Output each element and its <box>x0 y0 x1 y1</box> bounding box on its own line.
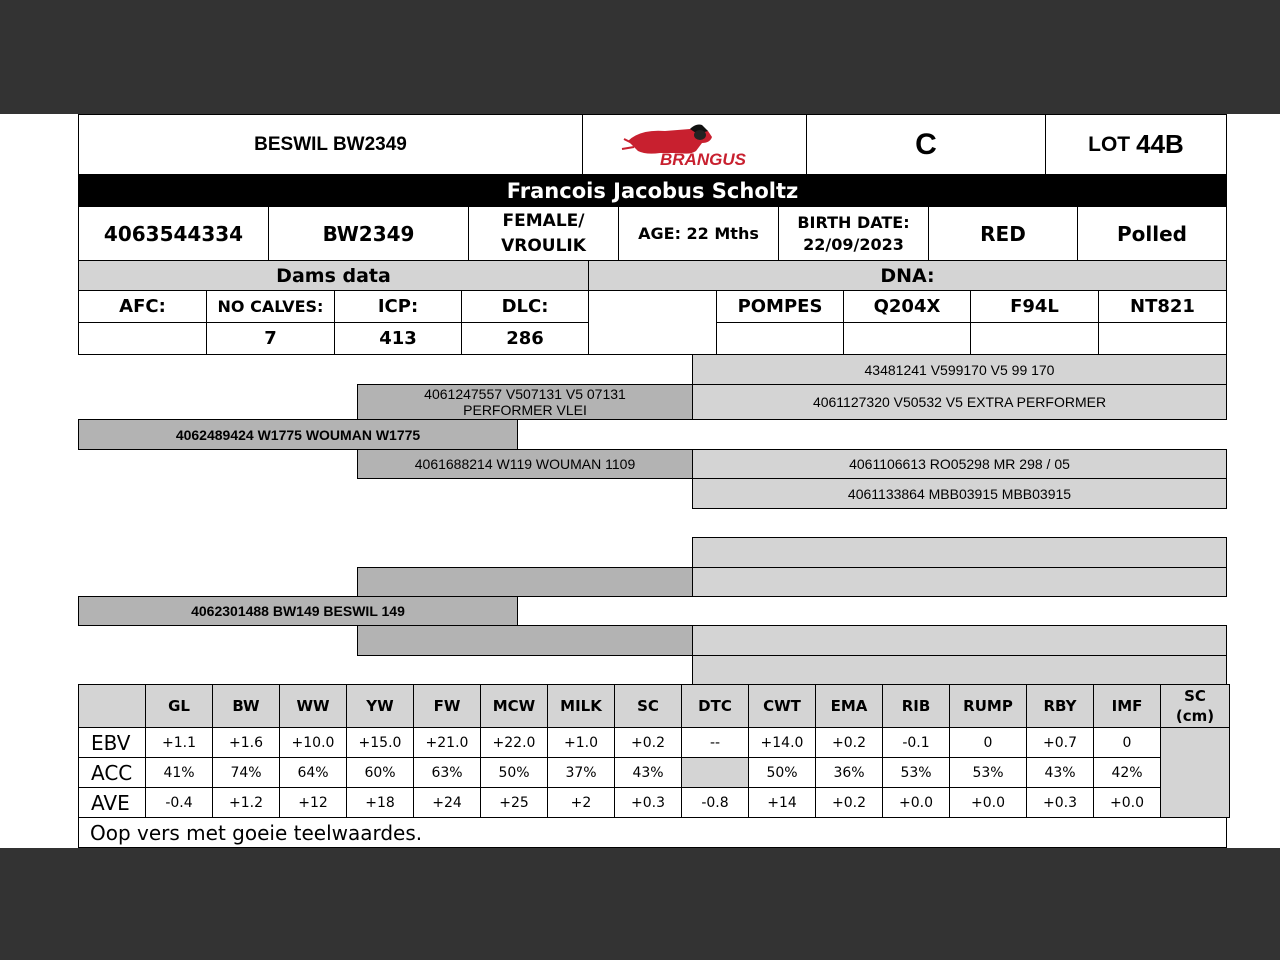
sex-line1: FEMALE/ <box>502 210 585 231</box>
ebv-header-rib: RIB <box>882 684 950 728</box>
sire-dam-sire: 4061106613 RO05298 MR 298 / 05 <box>692 449 1227 479</box>
owner-name: Francois Jacobus Scholtz <box>78 174 1227 207</box>
ebv-ave-gl: -0.4 <box>145 787 213 818</box>
ebv-header-milk: MILK <box>547 684 615 728</box>
birth-value: 22/09/2023 <box>803 234 904 254</box>
ebv-ave-milk: +2 <box>547 787 615 818</box>
dna-test-f94l: F94L <box>970 290 1099 323</box>
sire-sire-line2: PERFORMER VLEI <box>463 402 587 418</box>
ebv-header-corner <box>78 684 146 728</box>
dam-sire-sire <box>692 537 1227 568</box>
ebv-header-rby: RBY <box>1026 684 1094 728</box>
ebv-header-ww: WW <box>279 684 347 728</box>
animal-tag: BW2349 <box>268 206 469 261</box>
ebv-ave-cwt: +14 <box>748 787 816 818</box>
dam-sire-dam <box>692 567 1227 597</box>
bull-logo-icon <box>620 121 770 169</box>
sex-line2: VROULIK <box>501 235 586 256</box>
dna-result-q204x <box>843 322 971 355</box>
lot-prefix: LOT <box>1088 132 1131 156</box>
lot-value: 44B <box>1136 129 1184 159</box>
ebv-ave-dtc: -0.8 <box>681 787 749 818</box>
lot-number <box>1045 114 1227 175</box>
brangus-logo <box>582 114 807 175</box>
ebv-acc-sc: 43% <box>614 757 682 788</box>
icp-label: ICP: <box>334 290 462 323</box>
ebv-ebv-cwt: +14.0 <box>748 727 816 758</box>
ebv-acc-rby: 43% <box>1026 757 1094 788</box>
comment: Oop vers met goeie teelwaardes. <box>78 817 1227 848</box>
ebv-ebv-sc: +0.2 <box>614 727 682 758</box>
dam-dam-sire <box>692 625 1227 656</box>
ebv-acc-ema: 36% <box>815 757 883 788</box>
ebv-ave-rib: +0.0 <box>882 787 950 818</box>
animal-age: AGE: 22 Mths <box>618 206 779 261</box>
dna-test-q204x: Q204X <box>843 290 971 323</box>
ebv-ave-ema: +0.2 <box>815 787 883 818</box>
afc-value <box>78 322 207 355</box>
dna-result-pompes <box>716 322 844 355</box>
ebv-ave-sc: +0.3 <box>614 787 682 818</box>
ebv-ave-rump: +0.0 <box>949 787 1027 818</box>
ebv-ave-yw: +18 <box>346 787 414 818</box>
ebv-ave-ww: +12 <box>279 787 347 818</box>
sire-dam-dam: 4061133864 MBB03915 MBB03915 <box>692 478 1227 509</box>
ebv-ebv-yw: +15.0 <box>346 727 414 758</box>
sire-dam: 4061688214 W119 WOUMAN 1109 <box>357 449 693 479</box>
ebv-ebv-imf: 0 <box>1093 727 1161 758</box>
ebv-ebv-gl: +1.1 <box>145 727 213 758</box>
ebv-acc-yw: 60% <box>346 757 414 788</box>
ebv-ebv-rib: -0.1 <box>882 727 950 758</box>
dams-title: Dams data <box>78 260 589 291</box>
dlc-value: 286 <box>461 322 589 355</box>
sc-cm-line2: (cm) <box>1175 707 1215 725</box>
ebv-header-cwt: CWT <box>748 684 816 728</box>
ebv-header-bw: BW <box>212 684 280 728</box>
ebv-ave-fw: +24 <box>413 787 481 818</box>
animal-name: BESWIL BW2349 <box>78 114 583 175</box>
ebv-acc-fw: 63% <box>413 757 481 788</box>
dam-sire <box>357 567 693 597</box>
ebv-acc-dtc <box>681 757 749 788</box>
dna-blank <box>588 290 717 355</box>
icp-value: 413 <box>334 322 462 355</box>
sire-sire-dam: 4061127320 V50532 V5 EXTRA PERFORMER <box>692 384 1227 420</box>
ebv-ebv-rby: +0.7 <box>1026 727 1094 758</box>
ebv-acc-milk: 37% <box>547 757 615 788</box>
animal-sex <box>468 206 619 261</box>
ebv-ebv-mcw: +22.0 <box>480 727 548 758</box>
ebv-header-gl: GL <box>145 684 213 728</box>
calves-label: NO CALVES: <box>206 290 335 323</box>
birth-date <box>778 206 929 261</box>
ebv-ave-rby: +0.3 <box>1026 787 1094 818</box>
ebv-header-yw: YW <box>346 684 414 728</box>
sire-sire <box>357 384 693 420</box>
animal-colour: RED <box>928 206 1078 261</box>
afc-label: AFC: <box>78 290 207 323</box>
animal-horn: Polled <box>1077 206 1227 261</box>
ebv-ave-mcw: +25 <box>480 787 548 818</box>
ebv-header-dtc: DTC <box>681 684 749 728</box>
sire-sire-sire: 43481241 V599170 V5 99 170 <box>692 354 1227 385</box>
ebv-header-ema: EMA <box>815 684 883 728</box>
ebv-ebv-dtc: -- <box>681 727 749 758</box>
dam-dam <box>357 625 693 656</box>
ebv-ebv-fw: +21.0 <box>413 727 481 758</box>
grade: C <box>806 114 1046 175</box>
birth-label: BIRTH DATE: <box>797 212 910 232</box>
ebv-header-fw: FW <box>413 684 481 728</box>
dna-test-pompes: POMPES <box>716 290 844 323</box>
ebv-acc-gl: 41% <box>145 757 213 788</box>
ebv-acc-cwt: 50% <box>748 757 816 788</box>
ebv-header-sc: SC <box>614 684 682 728</box>
ebv-ebv-milk: +1.0 <box>547 727 615 758</box>
ebv-ave-imf: +0.0 <box>1093 787 1161 818</box>
ebv-ebv-ww: +10.0 <box>279 727 347 758</box>
sire-sire-line1: 4061247557 V507131 V5 07131 <box>424 386 626 402</box>
ebv-header-imf: IMF <box>1093 684 1161 728</box>
ebv-ebv-ema: +0.2 <box>815 727 883 758</box>
ebv-acc-imf: 42% <box>1093 757 1161 788</box>
ebv-ebv-rump: 0 <box>949 727 1027 758</box>
ebv-row-label-acc: ACC <box>78 757 146 788</box>
ebv-acc-ww: 64% <box>279 757 347 788</box>
ebv-acc-bw: 74% <box>212 757 280 788</box>
ebv-row-label-ave: AVE <box>78 787 146 818</box>
dna-test-nt821: NT821 <box>1098 290 1227 323</box>
ebv-header-rump: RUMP <box>949 684 1027 728</box>
dam-dam-dam <box>692 655 1227 685</box>
sc-cm-line1: SC <box>1184 687 1206 705</box>
logo-text: BRANGUS <box>659 149 746 169</box>
ebv-acc-rump: 53% <box>949 757 1027 788</box>
animal-id-number: 4063544334 <box>78 206 269 261</box>
sire: 4062489424 W1775 WOUMAN W1775 <box>78 419 518 450</box>
dlc-label: DLC: <box>461 290 589 323</box>
ebv-acc-mcw: 50% <box>480 757 548 788</box>
ebv-header-sc-cm <box>1160 684 1230 728</box>
ebv-acc-rib: 53% <box>882 757 950 788</box>
ebv-row-label-ebv: EBV <box>78 727 146 758</box>
ebv-ave-bw: +1.2 <box>212 787 280 818</box>
dam: 4062301488 BW149 BESWIL 149 <box>78 596 518 626</box>
ebv-header-mcw: MCW <box>480 684 548 728</box>
dna-title: DNA: <box>588 260 1227 291</box>
ebv-ebv-bw: +1.6 <box>212 727 280 758</box>
dna-result-nt821 <box>1098 322 1227 355</box>
calves-value: 7 <box>206 322 335 355</box>
dna-result-f94l <box>970 322 1099 355</box>
ebv-sc-cm-values <box>1160 727 1230 818</box>
